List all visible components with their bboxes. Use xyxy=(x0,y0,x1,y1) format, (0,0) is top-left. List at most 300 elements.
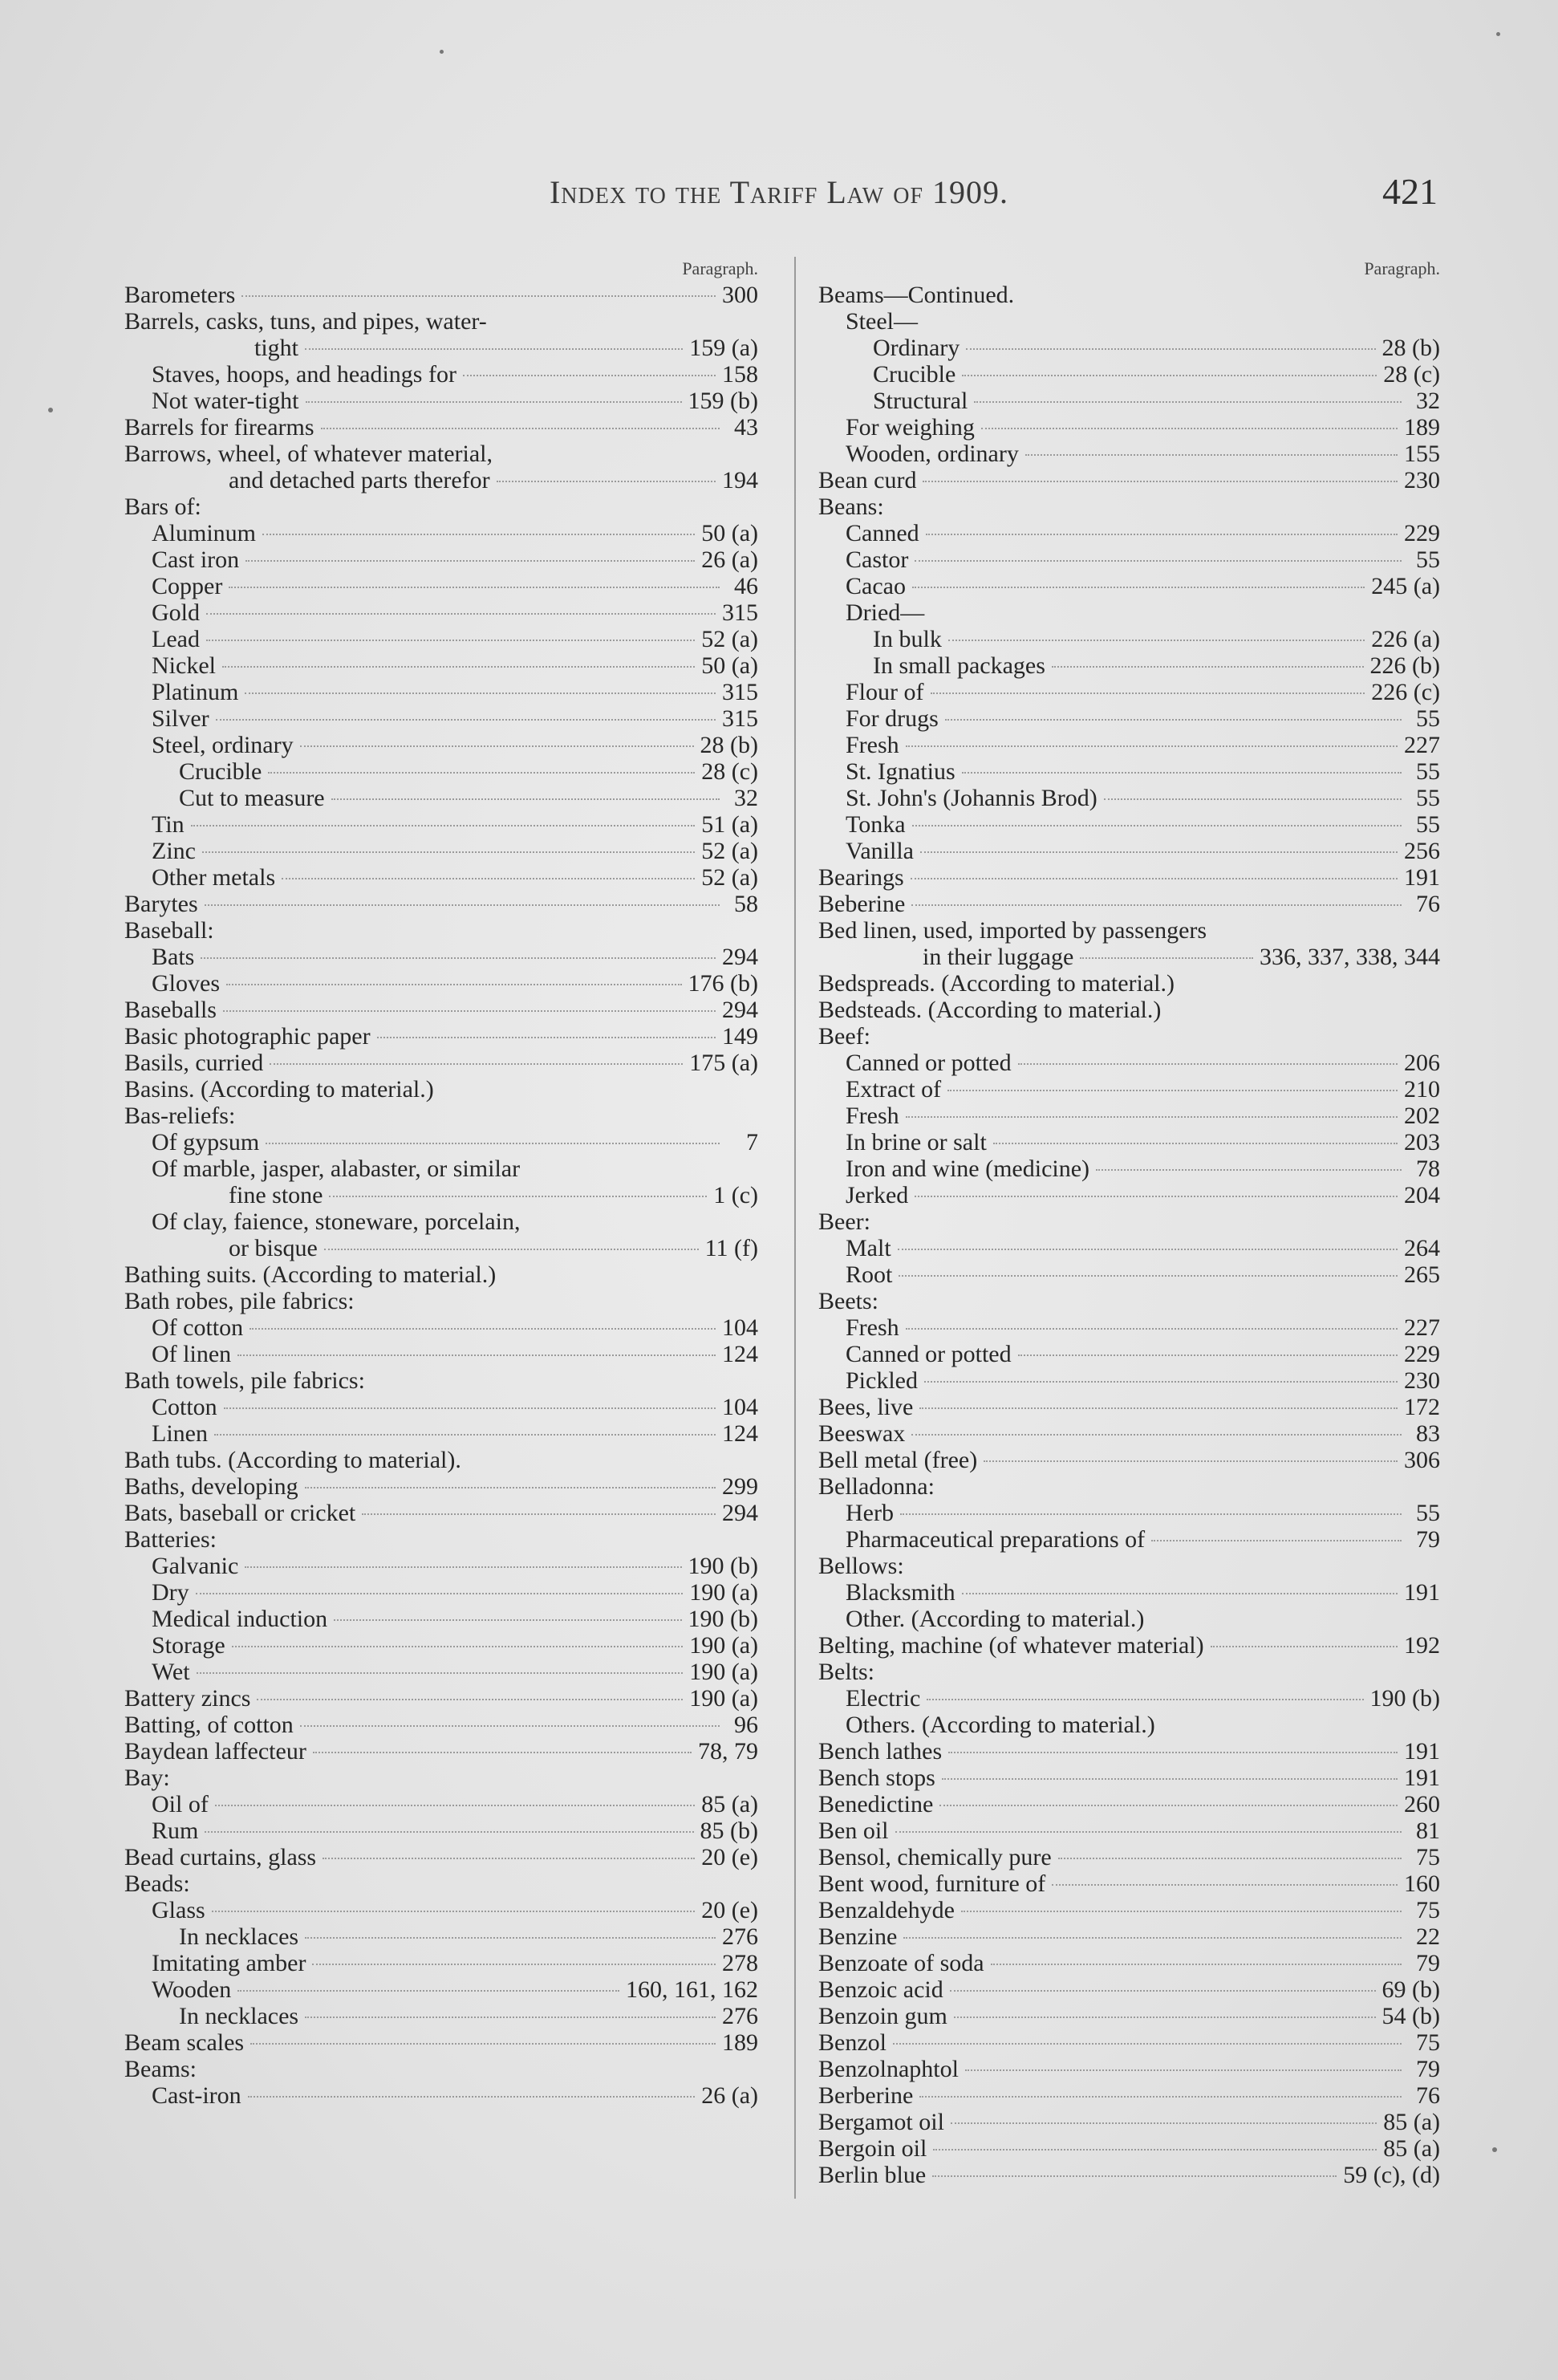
dot-leader xyxy=(951,2122,1377,2124)
entry-term: Benzoin gum xyxy=(818,2003,947,2029)
dot-leader xyxy=(377,1037,716,1038)
entry-term: Berberine xyxy=(818,2082,914,2109)
entry-paragraph: 52 (a) xyxy=(701,864,758,891)
dot-leader xyxy=(991,1964,1402,1965)
entry-term: Belladonna: xyxy=(818,1473,935,1500)
entry-term: Beans: xyxy=(818,493,884,520)
entry-term: St. Ignatius xyxy=(846,758,955,785)
entry-term: Batteries: xyxy=(124,1526,217,1553)
index-entry xyxy=(818,414,1440,441)
entry-term: Copper xyxy=(152,573,223,599)
dot-leader xyxy=(306,401,682,403)
entry-paragraph: 78 xyxy=(1416,1155,1440,1182)
entry-term: Bath robes, pile fabrics: xyxy=(124,1288,355,1314)
entry-term: Benzolnaphtol xyxy=(818,2056,959,2082)
dot-leader xyxy=(216,719,716,721)
dot-leader xyxy=(305,348,683,350)
dot-leader xyxy=(196,1593,684,1594)
entry-paragraph: 79 xyxy=(1416,1526,1440,1553)
index-entry xyxy=(124,1155,758,1182)
entry-term: Gold xyxy=(152,599,200,626)
index-entry xyxy=(124,917,758,944)
dot-leader xyxy=(206,613,716,615)
dot-leader xyxy=(954,2017,1376,2018)
entry-term: Belts: xyxy=(818,1659,875,1685)
dot-leader xyxy=(906,1116,1398,1118)
index-entry xyxy=(818,1923,1440,1950)
entry-paragraph: 50 (a) xyxy=(701,520,758,546)
index-entry xyxy=(818,1023,1440,1050)
index-entry xyxy=(818,1420,1440,1447)
index-entry xyxy=(124,520,758,546)
entry-term: Wet xyxy=(152,1659,190,1685)
entry-paragraph: 55 xyxy=(1416,546,1440,573)
entry-term: In bulk xyxy=(873,626,942,652)
entry-paragraph: 85 (a) xyxy=(1383,2135,1440,2162)
index-entry xyxy=(818,1870,1440,1897)
entry-paragraph: 230 xyxy=(1404,467,1440,493)
entry-paragraph: 210 xyxy=(1404,1076,1440,1103)
dot-leader xyxy=(933,2149,1377,2151)
entry-term: Bell metal (free) xyxy=(818,1447,978,1473)
dot-leader xyxy=(250,1328,716,1330)
entry-term: Nickel xyxy=(152,652,216,679)
entry-term: Iron and wine (medicine) xyxy=(846,1155,1090,1182)
entry-term: Basic photographic paper xyxy=(124,1023,371,1050)
entry-term: Blacksmith xyxy=(846,1579,955,1606)
entry-paragraph: 155 xyxy=(1404,441,1440,467)
entry-term: Bees, live xyxy=(818,1394,914,1420)
dot-leader xyxy=(974,401,1402,403)
index-entry xyxy=(818,2056,1440,2082)
index-entry xyxy=(818,785,1440,811)
entry-term: Gloves xyxy=(152,970,220,997)
entry-paragraph: 75 xyxy=(1416,1844,1440,1870)
index-entry xyxy=(818,388,1440,414)
index-entry xyxy=(124,282,758,308)
dot-leader xyxy=(915,1196,1398,1197)
dot-leader xyxy=(900,1513,1402,1515)
entry-term: Belting, machine (of whatever material) xyxy=(818,1632,1204,1659)
entry-term: Bay: xyxy=(124,1765,170,1791)
index-entry xyxy=(818,838,1440,864)
index-entry xyxy=(124,493,758,520)
index-entry xyxy=(818,1208,1440,1235)
index-entry xyxy=(818,1129,1440,1155)
index-entry xyxy=(124,1606,758,1632)
index-entry xyxy=(818,493,1440,520)
entry-term: Baydean laffecteur xyxy=(124,1738,306,1765)
entry-paragraph: 294 xyxy=(722,997,758,1023)
index-entry xyxy=(124,626,758,652)
index-entry xyxy=(124,546,758,573)
index-entry xyxy=(124,1923,758,1950)
entry-term: Beam scales xyxy=(124,2029,245,2056)
entry-term: Beberine xyxy=(818,891,906,917)
entry-paragraph: 176 (b) xyxy=(688,970,758,997)
entry-term: Medical induction xyxy=(152,1606,328,1632)
index-entry xyxy=(124,335,758,361)
dot-leader xyxy=(912,825,1402,827)
entry-term: Benzol xyxy=(818,2029,887,2056)
entry-paragraph: 265 xyxy=(1404,1261,1440,1288)
index-entry xyxy=(124,573,758,599)
entry-paragraph: 172 xyxy=(1404,1394,1440,1420)
entry-paragraph: 160, 161, 162 xyxy=(626,1976,758,2003)
entry-paragraph: 59 (c), (d) xyxy=(1343,2162,1440,2188)
entry-term: Bench stops xyxy=(818,1765,935,1791)
dot-leader xyxy=(942,1778,1398,1780)
entry-term: Castor xyxy=(846,546,909,573)
entry-term: For weighing xyxy=(846,414,975,441)
index-entry xyxy=(124,652,758,679)
dot-leader xyxy=(962,375,1377,376)
index-entry xyxy=(124,414,758,441)
entry-paragraph: 149 xyxy=(722,1023,758,1050)
entry-paragraph: 81 xyxy=(1416,1817,1440,1844)
entry-term: Crucible xyxy=(179,758,262,785)
index-entry xyxy=(124,1579,758,1606)
entry-term: Basins. (According to material.) xyxy=(124,1076,434,1103)
entry-paragraph: 189 xyxy=(722,2029,758,2056)
right-column xyxy=(818,255,1440,2188)
index-entry xyxy=(818,441,1440,467)
entry-term: Benzoic acid xyxy=(818,1976,943,2003)
entry-paragraph: 190 (b) xyxy=(688,1606,758,1632)
dot-leader xyxy=(915,560,1402,562)
entry-term: Bathing suits. (According to material.) xyxy=(124,1261,497,1288)
entry-term: Platinum xyxy=(152,679,239,705)
running-head: Index to the Tariff Law of 1909. xyxy=(549,174,1009,210)
index-entry xyxy=(124,732,758,758)
index-entry xyxy=(124,1208,758,1235)
index-entry xyxy=(818,997,1440,1023)
dot-leader xyxy=(1052,666,1364,668)
index-entry xyxy=(124,1950,758,1976)
entry-paragraph: 11 (f) xyxy=(704,1235,758,1261)
entry-paragraph: 256 xyxy=(1404,838,1440,864)
dot-leader xyxy=(923,481,1398,482)
index-entry xyxy=(818,1314,1440,1341)
index-entry xyxy=(124,441,758,467)
entry-paragraph: 190 (a) xyxy=(689,1659,758,1685)
entry-term: Baseballs xyxy=(124,997,217,1023)
entry-term: Fresh xyxy=(846,1314,899,1341)
index-entry xyxy=(124,2056,758,2082)
dot-leader xyxy=(912,587,1365,588)
entry-term: Bath towels, pile fabrics: xyxy=(124,1367,365,1394)
dot-leader xyxy=(191,825,696,827)
index-entry xyxy=(818,2029,1440,2056)
entry-term: Bedsteads. (According to material.) xyxy=(818,997,1162,1023)
dot-leader xyxy=(245,560,695,562)
paper-speck xyxy=(440,50,444,54)
entry-paragraph: 76 xyxy=(1416,891,1440,917)
index-entry xyxy=(818,1765,1440,1791)
entry-paragraph: 191 xyxy=(1404,1765,1440,1791)
index-entry xyxy=(818,732,1440,758)
dot-leader xyxy=(268,772,695,774)
dot-leader xyxy=(948,640,1365,641)
entry-term: Canned or potted xyxy=(846,1341,1012,1367)
dot-leader xyxy=(321,428,720,429)
entry-paragraph: 28 (c) xyxy=(1383,361,1440,388)
dot-leader xyxy=(1058,1858,1402,1859)
index-entry xyxy=(124,1632,758,1659)
index-entry xyxy=(818,705,1440,732)
dot-leader xyxy=(893,2043,1402,2045)
index-entry xyxy=(124,1023,758,1050)
entry-term: Bench lathes xyxy=(818,1738,943,1765)
entry-paragraph: 227 xyxy=(1404,1314,1440,1341)
dot-leader xyxy=(911,1434,1402,1436)
dot-leader xyxy=(981,428,1398,429)
dot-leader xyxy=(215,1805,695,1806)
entry-term: Bearings xyxy=(818,864,904,891)
entry-term: Bensol, chemically pure xyxy=(818,1844,1052,1870)
index-entry xyxy=(818,917,1440,944)
paper-speck xyxy=(1492,2147,1497,2152)
entry-paragraph: 55 xyxy=(1416,1500,1440,1526)
dot-leader xyxy=(962,772,1402,774)
entry-paragraph: 75 xyxy=(1416,2029,1440,2056)
entry-term: Wooden xyxy=(152,1976,232,2003)
index-entry xyxy=(818,1712,1440,1738)
dot-leader xyxy=(1151,1540,1402,1541)
entry-term: Beeswax xyxy=(818,1420,906,1447)
index-entry xyxy=(818,520,1440,546)
entry-term: Cast-iron xyxy=(152,2082,241,2109)
dot-leader xyxy=(300,1725,720,1727)
index-entry xyxy=(818,652,1440,679)
entry-paragraph: 315 xyxy=(722,705,758,732)
entry-paragraph: 79 xyxy=(1416,2056,1440,2082)
entry-paragraph: 159 (a) xyxy=(689,335,758,361)
dot-leader xyxy=(329,1196,707,1197)
index-entry xyxy=(818,2135,1440,2162)
entry-paragraph: 230 xyxy=(1404,1367,1440,1394)
index-entry xyxy=(124,1870,758,1897)
dot-leader xyxy=(305,1487,716,1489)
entry-paragraph: 190 (b) xyxy=(688,1553,758,1579)
entry-paragraph: 294 xyxy=(722,1500,758,1526)
index-entry xyxy=(124,1420,758,1447)
dot-leader xyxy=(1018,1063,1398,1065)
entry-paragraph: 20 (e) xyxy=(701,1897,758,1923)
entry-paragraph: 206 xyxy=(1404,1050,1440,1076)
dot-leader xyxy=(362,1513,716,1515)
entry-term: Crucible xyxy=(873,361,956,388)
entry-paragraph: 28 (b) xyxy=(700,732,758,758)
entry-paragraph: 76 xyxy=(1416,2082,1440,2109)
entry-term: Tonka xyxy=(846,811,906,838)
entry-term: Beams: xyxy=(124,2056,197,2082)
entry-paragraph: 276 xyxy=(722,2003,758,2029)
index-entry xyxy=(818,1579,1440,1606)
index-entry xyxy=(124,1367,758,1394)
dot-leader xyxy=(906,1328,1398,1330)
dot-leader xyxy=(924,1381,1398,1383)
entry-term: Ben oil xyxy=(818,1817,889,1844)
entry-term: For drugs xyxy=(846,705,939,732)
dot-leader xyxy=(961,1911,1402,1912)
index-entry xyxy=(818,1367,1440,1394)
entry-paragraph: 190 (a) xyxy=(689,1579,758,1606)
entry-paragraph: 192 xyxy=(1404,1632,1440,1659)
index-entry xyxy=(124,1553,758,1579)
entry-paragraph: 52 (a) xyxy=(701,838,758,864)
dot-leader xyxy=(257,1699,683,1700)
entry-term: Berlin blue xyxy=(818,2162,927,2188)
entry-term: Cast iron xyxy=(152,546,240,573)
entry-term: Cut to measure xyxy=(179,785,325,811)
entry-term: Barrels for firearms xyxy=(124,414,314,441)
index-entry xyxy=(124,2003,758,2029)
entry-paragraph: 32 xyxy=(734,785,758,811)
entry-term: Bars of: xyxy=(124,493,201,520)
entry-term: Beads: xyxy=(124,1870,190,1897)
dot-leader xyxy=(222,666,695,668)
entry-term: Malt xyxy=(846,1235,891,1261)
dot-leader xyxy=(947,1090,1398,1091)
entry-paragraph: 202 xyxy=(1404,1103,1440,1129)
entry-paragraph: 159 (b) xyxy=(688,388,758,414)
entry-paragraph: 203 xyxy=(1404,1129,1440,1155)
index-entry xyxy=(818,1394,1440,1420)
entry-paragraph: 83 xyxy=(1416,1420,1440,1447)
entry-paragraph: 194 xyxy=(722,467,758,493)
entry-term: Extract of xyxy=(846,1076,942,1103)
dot-leader xyxy=(919,1407,1398,1409)
entry-term: Bed linen, used, imported by passengers xyxy=(818,917,1207,944)
index-entry xyxy=(124,1500,758,1526)
index-entry xyxy=(818,1235,1440,1261)
index-entry xyxy=(124,785,758,811)
entry-term: or bisque xyxy=(229,1235,318,1261)
dot-leader xyxy=(282,878,695,879)
entry-term: Imitating amber xyxy=(152,1950,306,1976)
entry-paragraph: 204 xyxy=(1404,1182,1440,1208)
entry-paragraph: 104 xyxy=(722,1394,758,1420)
entry-term: Benzine xyxy=(818,1923,898,1950)
dot-leader xyxy=(993,1143,1398,1144)
entry-paragraph: 32 xyxy=(1416,388,1440,414)
entry-paragraph: 26 (a) xyxy=(701,2082,758,2109)
index-entry xyxy=(124,1765,758,1791)
page-number: 421 xyxy=(1382,171,1438,212)
column-divider xyxy=(794,257,796,2199)
index-entry xyxy=(124,944,758,970)
entry-term: Of gypsum xyxy=(152,1129,260,1155)
entry-term: Other. (According to material.) xyxy=(846,1606,1145,1632)
entry-term: Vanilla xyxy=(846,838,914,864)
index-entry xyxy=(124,891,758,917)
dot-leader xyxy=(224,1407,716,1409)
index-entry xyxy=(818,1076,1440,1103)
dot-leader xyxy=(895,1831,1402,1833)
entry-paragraph: 175 (a) xyxy=(689,1050,758,1076)
entry-term: in their luggage xyxy=(923,944,1074,970)
entry-term: Dry xyxy=(152,1579,189,1606)
dot-leader xyxy=(984,1460,1398,1462)
dot-leader xyxy=(205,1831,693,1833)
entry-term: Rum xyxy=(152,1817,199,1844)
entry-term: Jerked xyxy=(846,1182,909,1208)
entry-term: Barytes xyxy=(124,891,198,917)
entry-term: and detached parts therefor xyxy=(229,467,490,493)
index-entry xyxy=(818,1341,1440,1367)
index-entry xyxy=(818,361,1440,388)
entry-term: St. John's (Johannis Brod) xyxy=(846,785,1097,811)
index-entry xyxy=(818,467,1440,493)
index-entry xyxy=(818,1500,1440,1526)
entry-paragraph: 20 (e) xyxy=(701,1844,758,1870)
index-entry xyxy=(818,1261,1440,1288)
entry-paragraph: 260 xyxy=(1404,1791,1440,1817)
entry-term: Bean curd xyxy=(818,467,917,493)
entry-paragraph: 264 xyxy=(1404,1235,1440,1261)
entry-term: Flour of xyxy=(846,679,924,705)
entry-term: Basils, curried xyxy=(124,1050,264,1076)
entry-paragraph: 85 (a) xyxy=(1383,2109,1440,2135)
entry-term: Barometers xyxy=(124,282,236,308)
index-entry xyxy=(124,1817,758,1844)
entry-term: Of marble, jasper, alabaster, or similar xyxy=(152,1155,521,1182)
entry-term: Wooden, ordinary xyxy=(846,441,1019,467)
entry-term: Glass xyxy=(152,1897,205,1923)
entry-term: Staves, hoops, and headings for xyxy=(152,361,456,388)
dot-leader xyxy=(323,1858,695,1859)
dot-leader xyxy=(312,1964,716,1965)
entry-term: Fresh xyxy=(846,1103,899,1129)
entry-term: Beams—Continued. xyxy=(818,282,1015,308)
dot-leader xyxy=(1096,1169,1402,1171)
dot-leader xyxy=(911,904,1402,906)
dot-leader xyxy=(966,348,1375,350)
entry-paragraph: 226 (a) xyxy=(1371,626,1440,652)
entry-paragraph: 55 xyxy=(1416,705,1440,732)
paper-speck xyxy=(1496,32,1500,36)
dot-leader xyxy=(927,1699,1363,1700)
entry-paragraph: 300 xyxy=(722,282,758,308)
index-entry xyxy=(124,388,758,414)
index-entry xyxy=(818,573,1440,599)
index-entry xyxy=(818,626,1440,652)
index-entry xyxy=(124,1526,758,1553)
entry-term: Aluminum xyxy=(152,520,257,546)
entry-paragraph: 28 (b) xyxy=(1382,335,1440,361)
index-entry xyxy=(818,308,1440,335)
entry-paragraph: 191 xyxy=(1404,1579,1440,1606)
dot-leader xyxy=(197,1672,684,1674)
index-entry xyxy=(818,1817,1440,1844)
dot-leader xyxy=(313,1752,692,1753)
entry-paragraph: 160 xyxy=(1404,1870,1440,1897)
index-entry xyxy=(818,944,1440,970)
entry-paragraph: 54 (b) xyxy=(1382,2003,1440,2029)
dot-leader xyxy=(911,878,1398,879)
index-entry xyxy=(818,335,1440,361)
index-entry xyxy=(818,1473,1440,1500)
entry-paragraph: 276 xyxy=(722,1923,758,1950)
entry-term: Of linen xyxy=(152,1341,232,1367)
dot-leader xyxy=(965,2069,1402,2071)
index-entry xyxy=(818,1288,1440,1314)
entry-term: Cotton xyxy=(152,1394,217,1420)
index-entry xyxy=(818,2082,1440,2109)
entry-term: Baseball: xyxy=(124,917,214,944)
entry-term: Baths, developing xyxy=(124,1473,298,1500)
